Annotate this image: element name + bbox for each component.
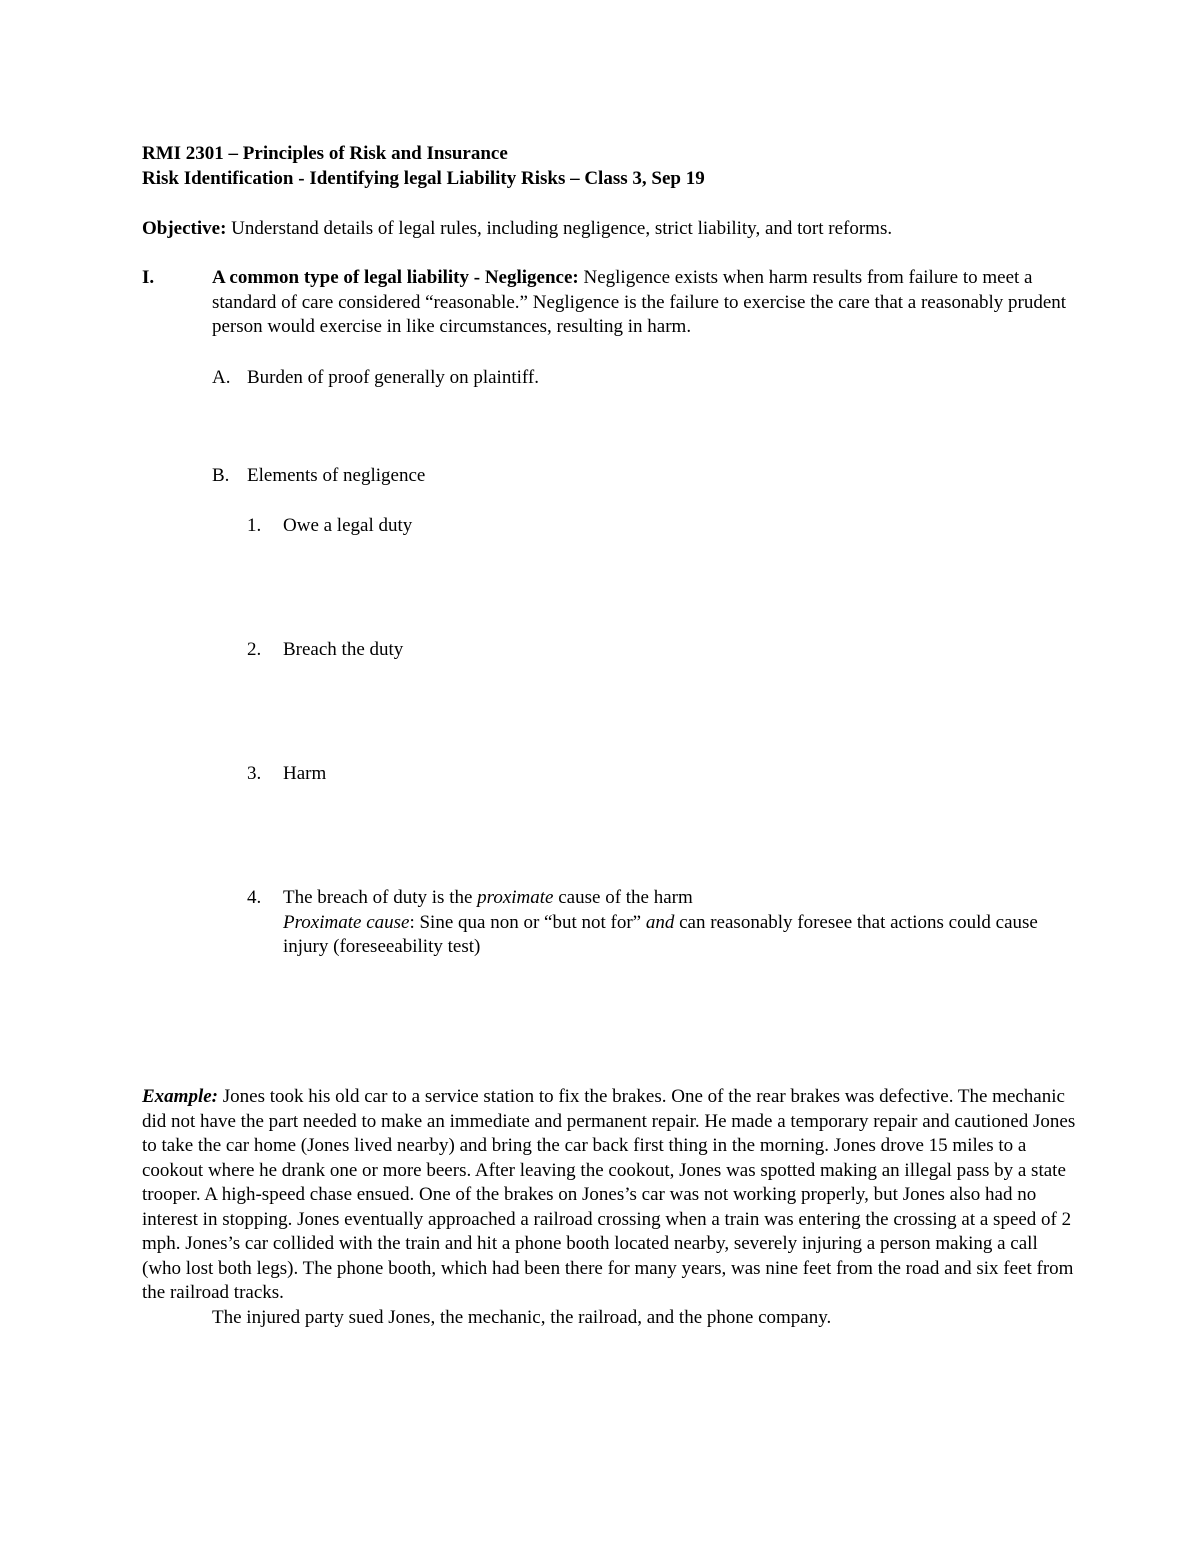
example-closing: The injured party sued Jones, the mechanic, the railroad, and the phone company. [212,1306,832,1328]
proximate-cause-label: Proximate cause [283,911,410,933]
proximate-cause-definition [283,911,1063,960]
section-paragraph [212,266,1082,340]
item-b-text: Elements of negligence [247,465,426,486]
proximate-cause-text-1: : Sine qua non or “but not for” [409,911,646,933]
element-text-2: Breach the duty [283,639,404,660]
example-text: Jones took his old car to a service station to fix the brakes. One of the rear brakes was defective. The mechanic did not have the part needed to make an immediate and permanent repair. He made a temporary repair and cautioned Jones to take the car home (Jones lived nearby) and bring the car back first thing in the morning. Jones drove 15 miles to a cookout where he drank one or more beers. After leaving the cookout, Jones was spotted making an illegal pass by a state trooper. A high-speed chase ensued. One of the brakes on Jones’s car was not working properly, but Jones also had no interest in stopping. Jones eventually approached a railroad crossing when a train was entering the crossing at a speed of 2 mph. Jones’s car collided with the train and hit a phone booth located nearby, severely injuring a person making a call (who lost both legs). The phone booth, which had been there for many years, was nine feet from the road and six feet from the railroad tracks. [142,1086,1076,1303]
section-heading: A common type of legal liability - Negligence: [212,267,579,288]
section-body: Negligence exists when harm results from failure to meet a standard of care considered “reasonable.” Negligence is the failure to exercise the care that a reasonably prudent person would exercise in like circumstances, resulting in harm. [212,267,1067,337]
example-block [142,1085,1077,1330]
element-4-italic: proximate [477,887,554,908]
element-marker-1: 1. [247,515,262,536]
proximate-cause-text-2: can reasonably foresee that actions could cause injury (foreseeability test) [283,911,1038,957]
element-text-4 [283,886,1063,960]
item-a-text: Burden of proof generally on plaintiff. [247,367,539,388]
element-4-line [283,886,1063,911]
document-title: RMI 2301 – Principles of Risk and Insurance [142,143,508,164]
item-b-marker: B. [212,465,230,486]
document-subtitle: Risk Identification - Identifying legal Liability Risks – Class 3, Sep 19 [142,168,705,189]
section-marker: I. [142,267,155,288]
element-4-text-after: cause of the harm [553,887,693,908]
proximate-cause-and: and [645,911,675,933]
element-4-text-before: The breach of duty is the [283,887,478,908]
element-marker-2: 2. [247,639,262,660]
element-text-1: Owe a legal duty [283,515,413,536]
element-marker-3: 3. [247,763,262,784]
objective-text: Understand details of legal rules, including negligence, strict liability, and tort reforms. [226,218,893,239]
example-paragraph [142,1085,1077,1306]
element-text-3: Harm [283,763,327,784]
objective-label: Objective: [142,218,227,239]
objective [142,217,892,242]
example-label: Example: [142,1086,218,1107]
element-marker-4: 4. [247,887,262,908]
item-a-marker: A. [212,367,231,388]
